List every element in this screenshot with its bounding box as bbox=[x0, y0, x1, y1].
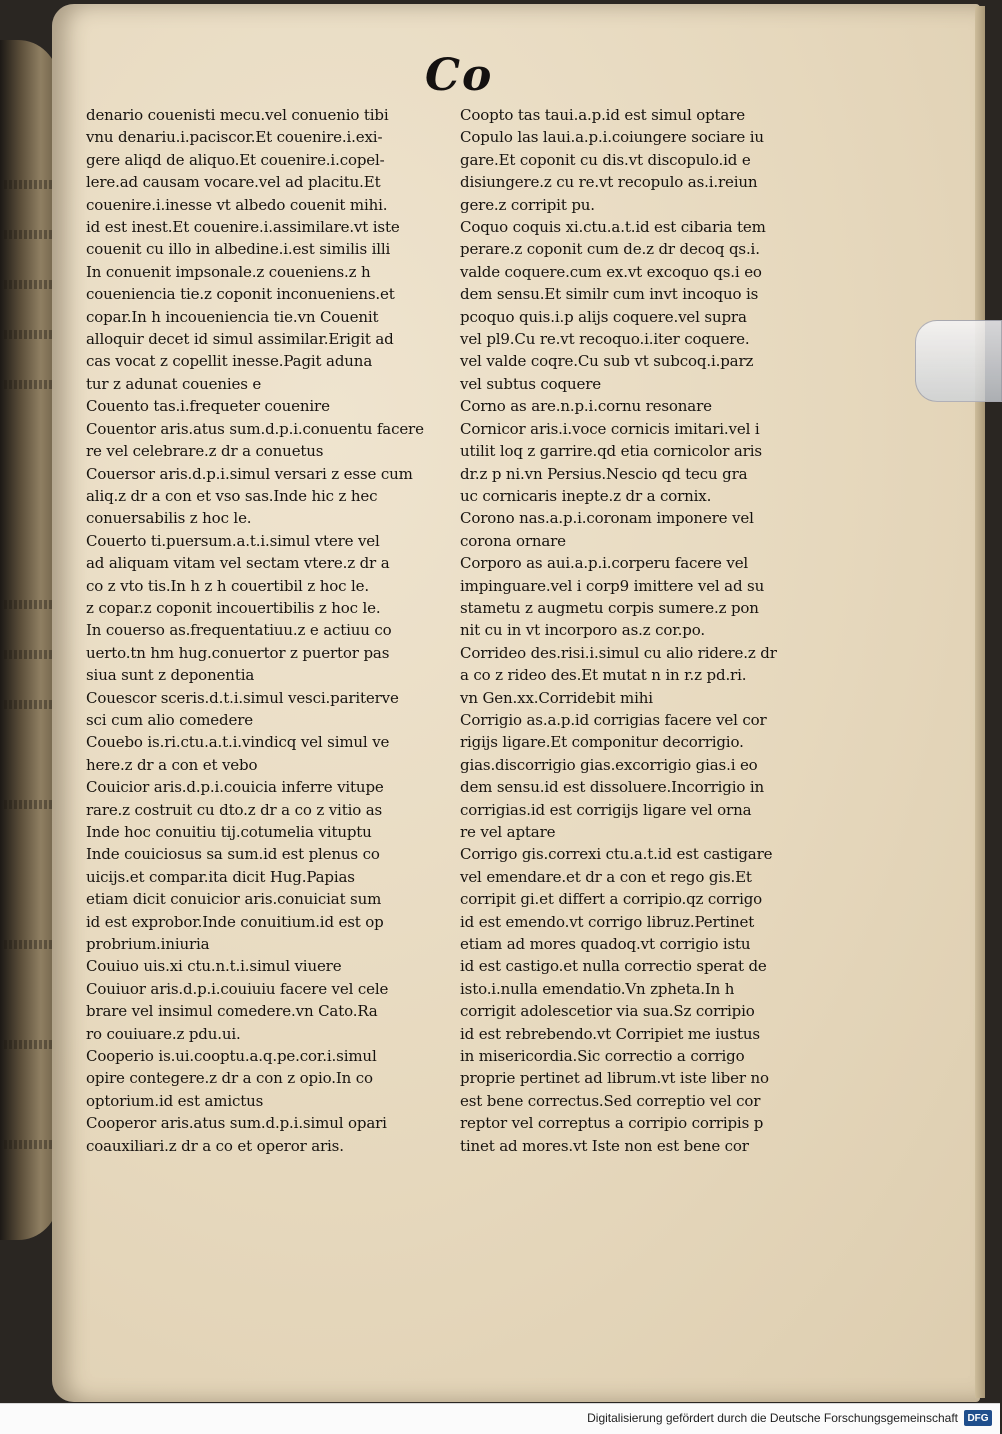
text-line: dem sensu.Et similr cum invt incoquo is bbox=[460, 285, 759, 304]
text-line: Corporo as aui.a.p.i.corperu facere vel bbox=[460, 554, 749, 573]
left-page-text-fragment bbox=[4, 230, 52, 239]
text-line: Cooperor aris.atus sum.d.p.i.simul opari bbox=[86, 1114, 387, 1133]
text-line: Couiuor aris.d.p.i.couiuiu facere vel cele bbox=[86, 979, 389, 998]
text-line: id est inest.Et couenire.i.assimilare.vt iste bbox=[86, 218, 400, 237]
text-line: vn Gen.xx.Corridebit mihi bbox=[460, 688, 653, 707]
text-line: ad aliquam vitam vel sectam vtere.z dr a bbox=[86, 554, 390, 573]
left-page-text-fragment bbox=[4, 800, 52, 809]
text-line: vel emendare.et dr a con et rego gis.Et bbox=[460, 867, 752, 886]
text-line: tinet ad mores.vt Iste non est bene cor bbox=[460, 1136, 749, 1155]
text-line: est bene correctus.Sed correptio vel cor bbox=[460, 1091, 761, 1110]
dictionary-entry bbox=[86, 463, 466, 530]
text-line: vel pl9.Cu re.vt recoquo.i.iter coquere. bbox=[460, 330, 750, 349]
text-line: siua sunt z deponentia bbox=[86, 666, 255, 685]
text-line: brare vel insimul comedere.vn Cato.Ra bbox=[86, 1002, 378, 1021]
text-line: etiam dicit conuicior aris.conuiciat sum bbox=[86, 890, 382, 909]
left-page-text-fragment bbox=[4, 650, 52, 659]
text-line: vel valde coqre.Cu sub vt subcoq.i.parz bbox=[460, 352, 754, 371]
text-line: uc cornicaris inepte.z dr a cornix. bbox=[460, 486, 712, 505]
text-line: Corrigo gis.correxi ctu.a.t.id est castigare bbox=[460, 845, 773, 864]
dictionary-entry bbox=[86, 104, 466, 395]
dfg-logo: DFG bbox=[964, 1410, 992, 1426]
text-line: coauxiliari.z dr a co et operor aris. bbox=[86, 1136, 344, 1155]
dictionary-entry bbox=[460, 709, 832, 843]
text-line: couenire.i.inesse vt albedo couenit mihi. bbox=[86, 195, 388, 214]
text-line: id est castigo.et nulla correctio sperat de bbox=[460, 957, 767, 976]
text-line: rare.z costruit cu dto.z dr a co z vitio as bbox=[86, 800, 383, 819]
running-head: Co bbox=[425, 50, 494, 101]
text-line: corrigias.id est corrigijs ligare vel orna bbox=[460, 800, 752, 819]
dictionary-entry bbox=[86, 687, 466, 732]
text-line: Corrideo des.risi.i.simul cu alio ridere.z dr bbox=[460, 643, 777, 662]
text-line: perare.z coponit cum de.z dr decoq qs.i. bbox=[460, 240, 760, 259]
text-line: dr.z p ni.vn Persius.Nescio qd tecu gra bbox=[460, 464, 748, 483]
text-line: id est exprobor.Inde conuitium.id est op bbox=[86, 912, 384, 931]
left-text-column bbox=[86, 104, 466, 1157]
dictionary-entry bbox=[460, 552, 832, 642]
dictionary-entry bbox=[460, 507, 832, 552]
text-line: Corno as are.n.p.i.cornu resonare bbox=[460, 397, 712, 416]
text-line: rigijs ligare.Et componitur decorrigio. bbox=[460, 733, 744, 752]
dictionary-entry bbox=[460, 216, 832, 395]
text-line: vel subtus coquere bbox=[460, 374, 601, 393]
text-line: here.z dr a con et vebo bbox=[86, 755, 258, 774]
dictionary-entry bbox=[86, 395, 466, 417]
text-line: impinguare.vel i corp9 imittere vel ad su bbox=[460, 576, 765, 595]
dictionary-entry bbox=[86, 530, 466, 687]
text-line: proprie pertinet ad librum.vt iste liber no bbox=[460, 1069, 769, 1088]
text-line: stametu z augmetu corpis sumere.z pon bbox=[460, 598, 759, 617]
text-line: coueniencia tie.z coponit inconueniens.et bbox=[86, 285, 395, 304]
left-page-text-fragment bbox=[4, 940, 52, 949]
text-line: lere.ad causam vocare.vel ad placitu.Et bbox=[86, 173, 381, 192]
text-line: Corono nas.a.p.i.coronam imponere vel bbox=[460, 509, 754, 528]
left-page-text-fragment bbox=[4, 600, 52, 609]
text-line: uerto.tn hm hug.conuertor z puertor pas bbox=[86, 643, 390, 662]
text-line: Couerto ti.puersum.a.t.i.simul vtere vel bbox=[86, 531, 380, 550]
text-line: uicijs.et compar.ita dicit Hug.Papias bbox=[86, 867, 355, 886]
text-line: cas vocat z copellit inesse.Pagit aduna bbox=[86, 352, 373, 371]
text-line: couenit cu illo in albedine.i.est similis illi bbox=[86, 240, 391, 259]
text-line: Inde hoc conuitiu tij.cotumelia vituptu bbox=[86, 823, 372, 841]
dictionary-entry bbox=[460, 843, 832, 1157]
text-line: corripit gi.et differt a corripio.qz corrigo bbox=[460, 890, 763, 909]
text-line: Couiuo uis.xi ctu.n.t.i.simul viuere bbox=[86, 957, 342, 976]
dictionary-entry bbox=[460, 642, 832, 709]
text-line: corona ornare bbox=[460, 531, 566, 550]
dictionary-entry bbox=[86, 418, 466, 463]
text-line: reptor vel correptus a corripio corripis p bbox=[460, 1114, 764, 1133]
text-line: id est emendo.vt corrigo libruz.Pertinet bbox=[460, 912, 755, 931]
left-page-text-fragment bbox=[4, 700, 52, 709]
text-line: re vel aptare bbox=[460, 823, 556, 841]
text-line: conuersabilis z hoc le. bbox=[86, 509, 252, 528]
text-line: Corrigio as.a.p.id corrigias facere vel cor bbox=[460, 710, 767, 729]
text-line: Cornicor aris.i.voce cornicis imitari.vel i bbox=[460, 419, 760, 438]
text-line: pcoquo quis.i.p alijs coquere.vel supra bbox=[460, 307, 747, 326]
page-edge bbox=[975, 6, 985, 1398]
text-line: Coquo coquis xi.ctu.a.t.id est cibaria tem bbox=[460, 218, 766, 237]
text-line: ro couiuare.z pdu.ui. bbox=[86, 1024, 241, 1043]
text-line: z copar.z coponit incouertibilis z hoc le. bbox=[86, 598, 381, 617]
text-line: Couebo is.ri.ctu.a.t.i.vindicq vel simul ve bbox=[86, 733, 390, 752]
text-line: aliq.z dr a con et vso sas.Inde hic z hec bbox=[86, 486, 378, 505]
text-line: probrium.iniuria bbox=[86, 935, 210, 954]
text-line: nit cu in vt incorporo as.z cor.po. bbox=[460, 621, 705, 640]
text-line: gere aliqd de aliquo.Et couenire.i.copel- bbox=[86, 150, 385, 169]
dictionary-entry bbox=[460, 126, 832, 216]
left-page-text-fragment bbox=[4, 330, 52, 339]
text-line: Couicior aris.d.p.i.couicia inferre vitupe bbox=[86, 778, 384, 797]
right-text-column bbox=[460, 104, 832, 1157]
text-line: vnu denariu.i.paciscor.Et couenire.i.exi- bbox=[86, 128, 383, 147]
text-line: disiungere.z cu re.vt recopulo as.i.reiun bbox=[460, 173, 758, 192]
text-line: isto.i.nulla emendatio.Vn zpheta.In h bbox=[460, 979, 735, 998]
text-line: valde coquere.cum ex.vt excoquo qs.i eo bbox=[460, 262, 762, 281]
dictionary-entry bbox=[86, 955, 466, 977]
text-line: utilit loq z garrire.qd etia cornicolor aris bbox=[460, 442, 762, 461]
text-line: Inde couiciosus sa sum.id est plenus co bbox=[86, 845, 380, 864]
text-line: tur z adunat couenies e bbox=[86, 374, 262, 393]
text-line: co z vto tis.In h z h couertibil z hoc le. bbox=[86, 576, 369, 595]
left-page-text-fragment bbox=[4, 380, 52, 389]
text-line: In conuenit impsonale.z coueniens.z h bbox=[86, 262, 371, 281]
text-line: copar.In h incoueniencia tie.vn Couenit bbox=[86, 307, 379, 326]
text-line: Couentor aris.atus sum.d.p.i.conuentu facere bbox=[86, 419, 424, 438]
text-line: gias.discorrigio gias.excorrigio gias.i eo bbox=[460, 755, 758, 774]
text-line: Couento tas.i.frequeter couenire bbox=[86, 397, 330, 416]
text-line: Couersor aris.d.p.i.simul versari z esse cum bbox=[86, 464, 413, 483]
dictionary-entry bbox=[86, 1045, 466, 1112]
text-line: Coopto tas taui.a.p.id est simul optare bbox=[460, 106, 745, 124]
dictionary-entry bbox=[86, 1112, 466, 1157]
funding-notice: Digitalisierung gefördert durch die Deutsche Forschungsgemeinschaft bbox=[587, 1411, 958, 1425]
text-line: gere.z corripit pu. bbox=[460, 195, 595, 214]
text-line: dem sensu.id est dissoluere.Incorrigio in bbox=[460, 778, 765, 797]
text-line: gare.Et coponit cu dis.vt discopulo.id e bbox=[460, 150, 751, 169]
text-line: in misericordia.Sic correctio a corrigo bbox=[460, 1047, 745, 1066]
text-line: Copulo las laui.a.p.i.coiungere sociare iu bbox=[460, 128, 764, 147]
text-line: Cooperio is.ui.cooptu.a.q.pe.cor.i.simul bbox=[86, 1047, 377, 1066]
left-page-edge bbox=[0, 40, 58, 1240]
left-page-text-fragment bbox=[4, 280, 52, 289]
text-line: sci cum alio comedere bbox=[86, 710, 253, 729]
text-line: opire contegere.z dr a con z opio.In co bbox=[86, 1069, 373, 1088]
dictionary-entry bbox=[460, 104, 832, 126]
text-line: a co z rideo des.Et mutat n in r.z pd.ri. bbox=[460, 666, 747, 685]
text-line: alloquir decet id simul assimilar.Erigit ad bbox=[86, 330, 394, 349]
left-page-text-fragment bbox=[4, 1040, 52, 1049]
dictionary-entry bbox=[460, 395, 832, 417]
text-line: In couerso as.frequentatiuu.z e actiuu co bbox=[86, 621, 392, 640]
text-line: etiam ad mores quadoq.vt corrigio istu bbox=[460, 935, 751, 954]
bookmark-tab bbox=[915, 320, 1002, 402]
dictionary-entry bbox=[460, 418, 832, 508]
text-line: optorium.id est amictus bbox=[86, 1091, 264, 1110]
dictionary-entry bbox=[86, 776, 466, 955]
footer-bar bbox=[0, 1403, 1000, 1434]
left-page-text-fragment bbox=[4, 1140, 52, 1149]
text-line: id est rebrebendo.vt Corripiet me iustus bbox=[460, 1024, 760, 1043]
dictionary-entry bbox=[86, 731, 466, 776]
text-line: re vel celebrare.z dr a conuetus bbox=[86, 442, 324, 461]
dictionary-entry bbox=[86, 978, 466, 1045]
text-line: Couescor sceris.d.t.i.simul vesci.pariterve bbox=[86, 688, 399, 707]
text-line: denario couenisti mecu.vel conuenio tibi bbox=[86, 106, 389, 124]
text-line: corrigit adolescetior via sua.Sz corripio bbox=[460, 1002, 755, 1021]
left-page-text-fragment bbox=[4, 180, 52, 189]
